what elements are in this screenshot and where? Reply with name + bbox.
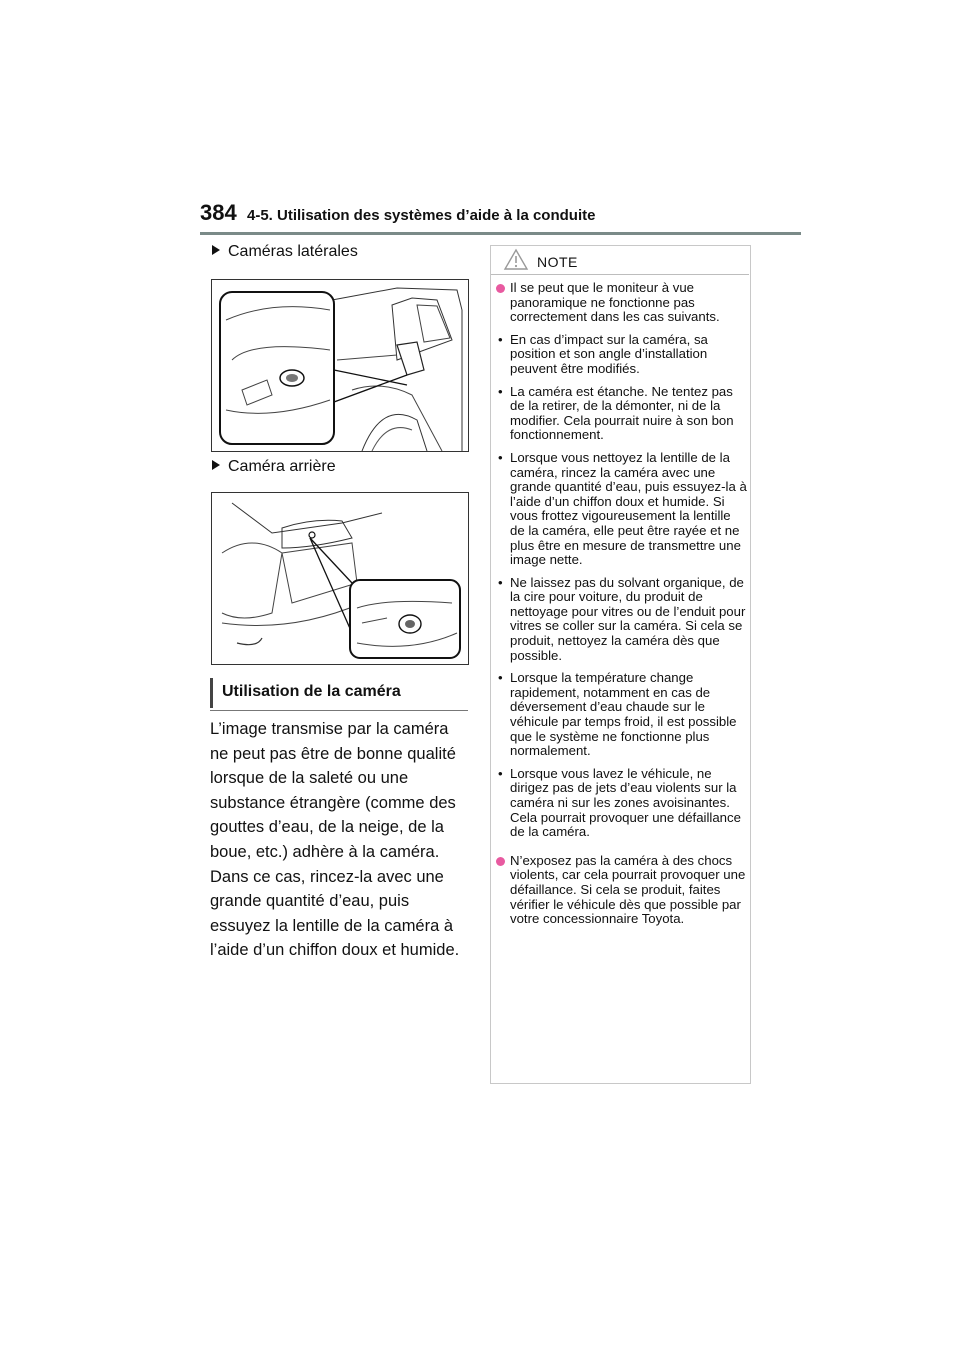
side-camera-illustration bbox=[211, 279, 469, 452]
subtitle-rule bbox=[210, 710, 468, 711]
note-subitem: • Lorsque la température change rapidement, notamment en cas de déversement d’eau chaude sur le véhicule par temps froid, il est possible que le système ne fonctionne plus normalement. bbox=[496, 671, 748, 759]
note-item: Il se peut que le moniteur à vue panoramique ne fonctionne pas correctement dans les cas suivants. bbox=[496, 281, 748, 325]
subsection-title: Utilisation de la caméra bbox=[222, 683, 401, 700]
note-header bbox=[491, 246, 749, 275]
header-rule bbox=[200, 232, 801, 235]
warning-triangle-icon bbox=[503, 248, 529, 277]
side-cameras-label: Caméras latérales bbox=[228, 243, 358, 260]
note-subitem: • La caméra est étanche. Ne tentez pas de la retirer, de la démonter, ni de la modifier. Cela pourrait nuire à son bon fonctionnement. bbox=[496, 385, 748, 443]
arrow-bullet-icon bbox=[212, 245, 220, 255]
body-paragraph: L’image transmise par la caméra ne peut pas être de bonne qualité lorsque de la saleté ou une substance étrangère (comme des gouttes d’eau, de la neige, de la boue, etc.) adhère à la caméra. Dans ce cas, rincez-la avec une grande quantité d’eau, puis essuyez la lentille de la caméra à l’aide d’un chiffon doux et humide. bbox=[210, 720, 460, 960]
note-item: N’exposez pas la caméra à des chocs violents, car cela pourrait provoquer une défaillance. Si cela se produit, faites vérifier le véhicule dès que possible par votre concessionnaire Toyota. bbox=[496, 854, 748, 927]
note-subitem: • Lorsque vous nettoyez la lentille de la caméra, rincez la caméra avec une grande quantité d’eau, puis essuyez-la à l’aide d’un chiffon doux et humide. Si vous frottez vigoureusement la lentille de la caméra, elle peut être rayée et ne plus être en mesure de transmettre une image nette. bbox=[496, 451, 748, 568]
section-title: 4-5. Utilisation des systèmes d’aide à la conduite bbox=[247, 207, 596, 224]
note-subitem: • Lorsque vous lavez le véhicule, ne dirigez pas de jets d’eau violents sur la caméra ni sur les zones avoisinantes. Cela pourrait provoquer une défaillance de la caméra. bbox=[496, 767, 748, 840]
arrow-bullet-icon bbox=[212, 460, 220, 470]
rear-camera-illustration bbox=[211, 492, 469, 665]
note-subitem: • Ne laissez pas du solvant organique, de la cire pour voiture, du produit de nettoyage pour vitres ou de l’enduit pour vitres se coller sur la caméra. Si cela se produit, nettoyez la caméra dès que possible. bbox=[496, 576, 748, 664]
side-cameras-heading bbox=[212, 243, 358, 261]
note-title: NOTE bbox=[537, 254, 578, 270]
rear-camera-heading bbox=[212, 458, 336, 476]
rear-camera-label: Caméra arrière bbox=[228, 458, 336, 475]
page-number: 384 bbox=[200, 200, 237, 225]
subtitle-bar bbox=[210, 678, 213, 708]
note-list bbox=[496, 281, 748, 935]
note-subitem: • En cas d’impact sur la caméra, sa position et son angle d’installation peuvent être modifiés. bbox=[496, 333, 748, 377]
